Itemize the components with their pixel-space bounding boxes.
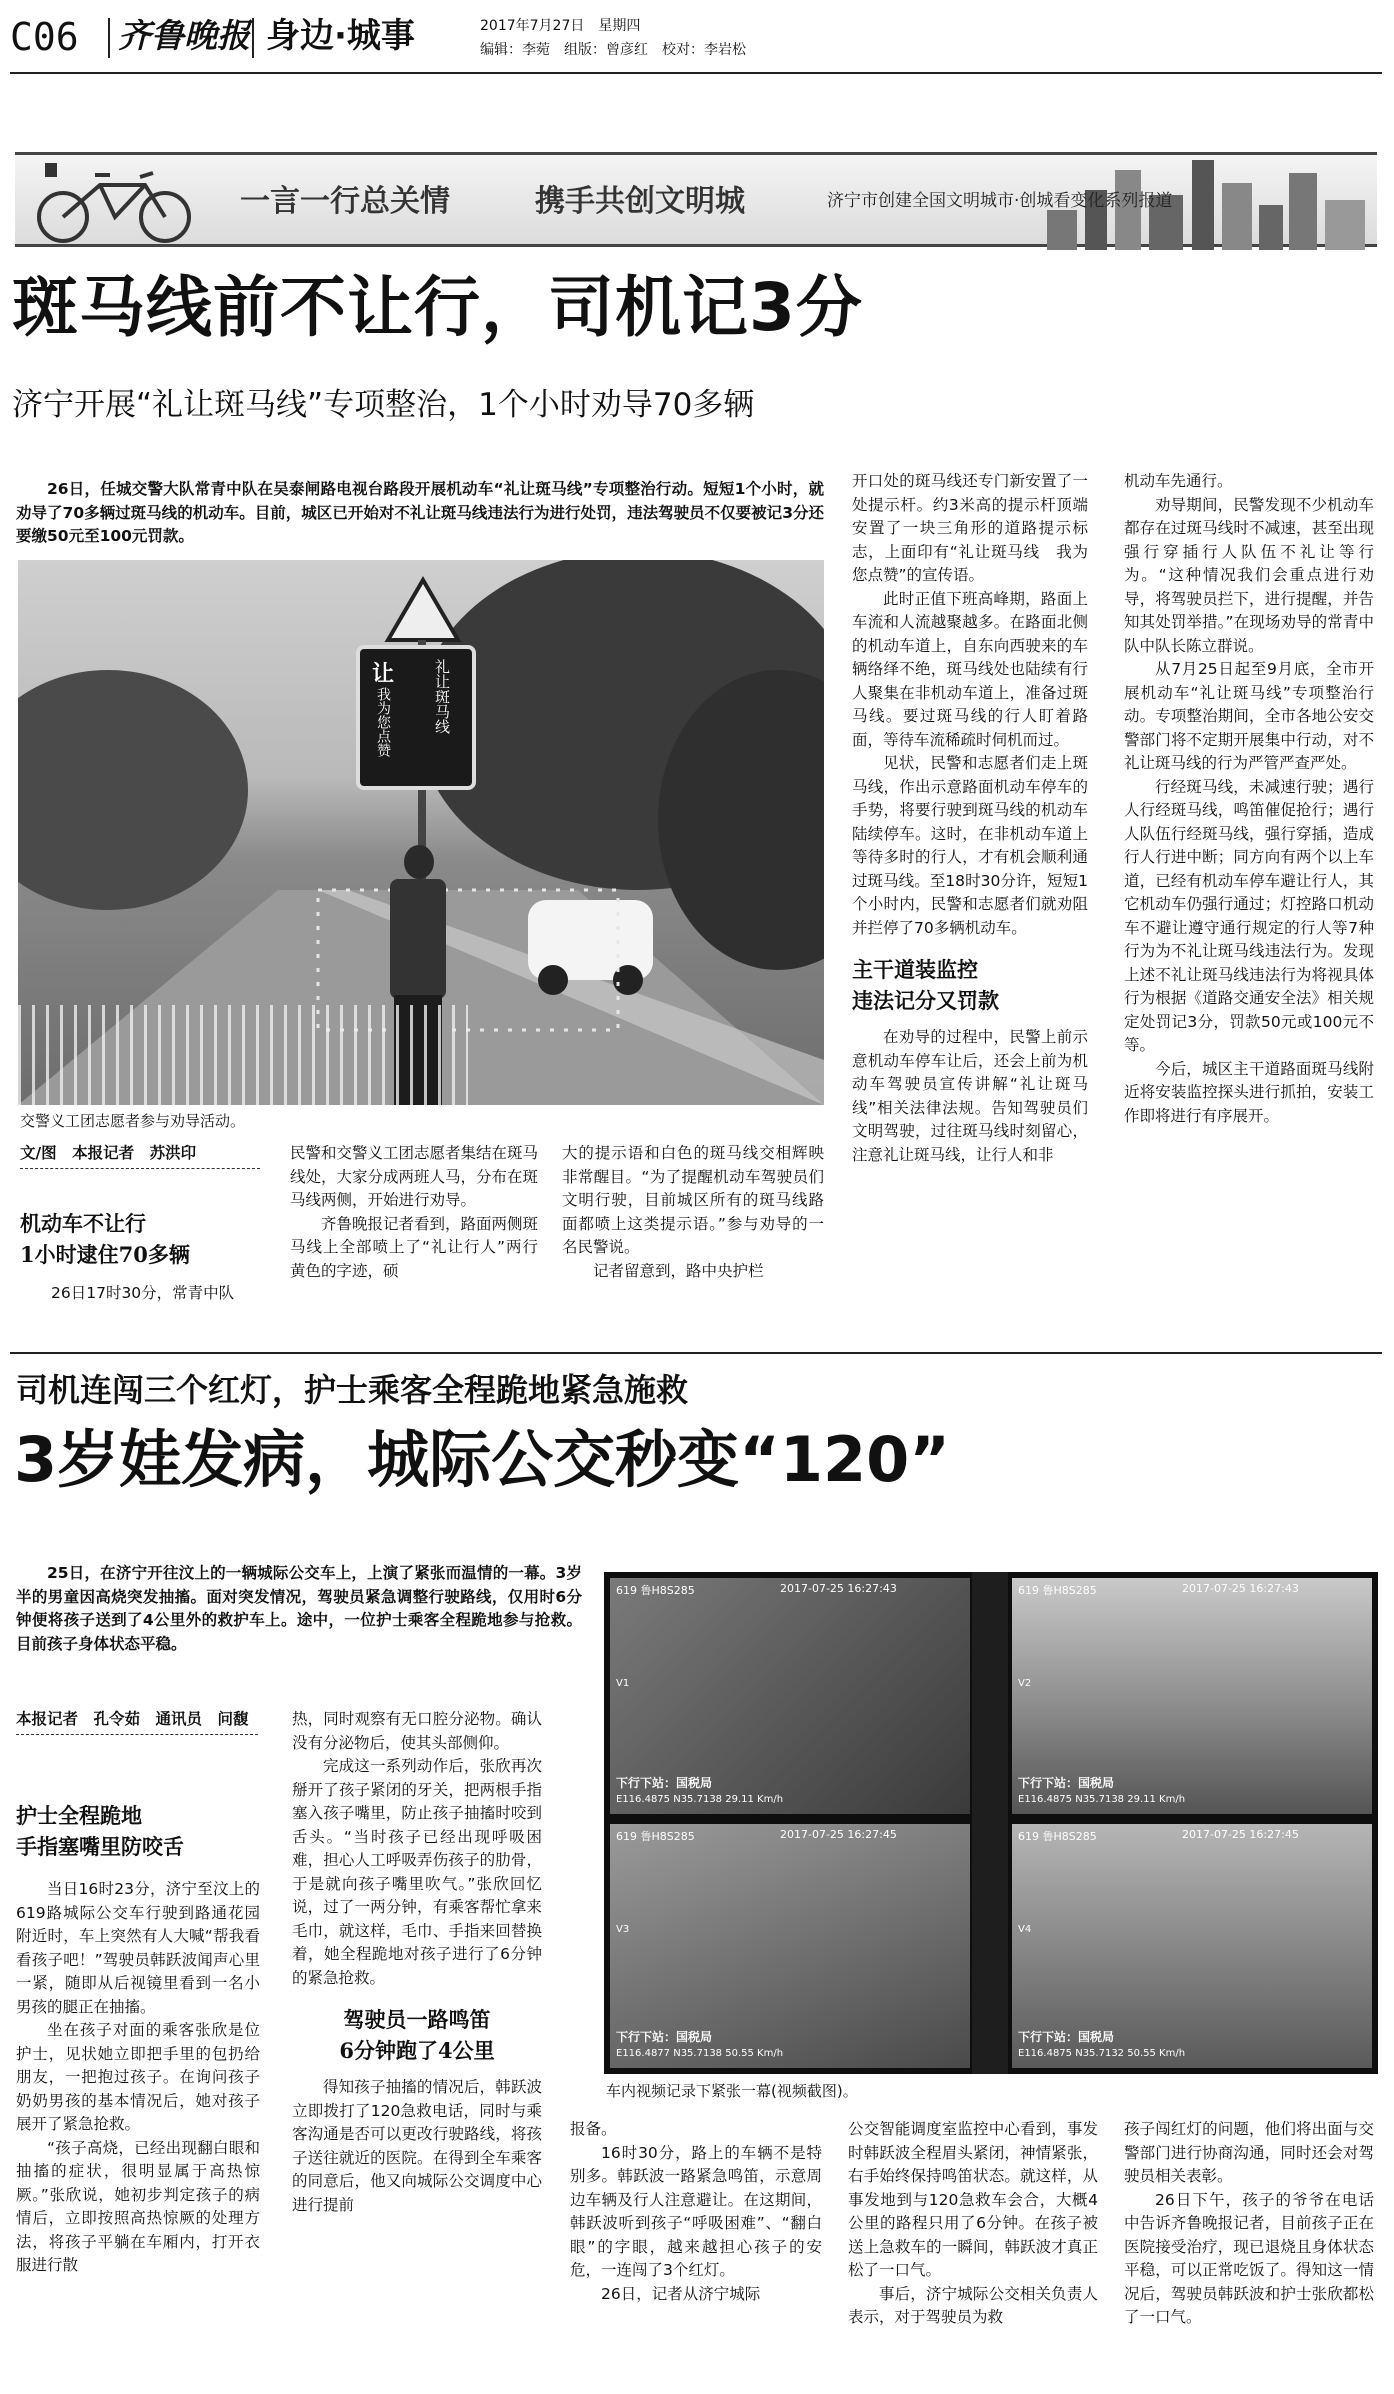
story1-column-3 bbox=[562, 1142, 824, 1283]
paragraph: 记者留意到，路中央护栏 bbox=[593, 1261, 764, 1280]
paragraph: 公交智能调度室监控中心看到，事发时韩跃波全程眉头紧闭，神情紧张，右手始终保持鸣笛状态。就这样，从事发地到与120急救车会合，大概4公里的路程只用了6分钟。在孩子被送上急救车的一瞬间，韩跃波才真正松了一口气。 bbox=[848, 2120, 1098, 2279]
player-control-bar bbox=[972, 1572, 1008, 2074]
paragraph: 孩子闯红灯的问题，他们将出面与交警部门进行协商沟通，同时还会对驾驶员相关表彰。 bbox=[1124, 2120, 1374, 2185]
frame-1 bbox=[610, 1578, 970, 1814]
frame-2 bbox=[1012, 1578, 1372, 1814]
story1-subtitle-1: 机动车不让行 1小时逮住70多辆 bbox=[20, 1211, 190, 1267]
frame-next-stop: 下行下站：国税局 bbox=[616, 2030, 713, 2044]
paragraph: 此时正值下班高峰期，路面上车流和人流越聚越多。在路面北侧的机动车道上，自东向西驶来的车辆络绎不绝，斑马线处也陆续有行人聚集在非机动车道上，准备过斑马线。要过斑马线的行人盯着路面，等待车流稀疏时伺机而过。 bbox=[852, 589, 1088, 749]
sign-text-a: 我为您点赞 bbox=[375, 687, 391, 757]
paragraph: 行经斑马线，未减速行驶；遇行人行经斑马线，鸣笛催促抢行；遇行人队伍行经斑马线，强行穿插，造成行人行进中断；同方向有两个以上车道，已经有机动车停车避让行人，其它机动车仍强行通过；灯控路口机动车不避让遵守通行规定的行人等7种行为为不礼让斑马线违法行为。发现上述不礼让斑马线违法行为将视具体行为根据《道路交通安全法》相关规定处罚记3分，罚款50元或100元不等。 bbox=[1124, 777, 1374, 1054]
story1-headline: 斑马线前不让行，司机记3分 bbox=[12, 269, 863, 346]
story2-column-5 bbox=[1124, 2118, 1374, 2330]
story2-subtitle-1: 护士全程跪地 手指塞嘴里防咬舌 bbox=[16, 1803, 184, 1859]
paragraph: 齐鲁晚报记者看到，路面两侧斑马线上全部喷上了“礼让行人”两行黄色的字迹，硕 bbox=[290, 1214, 539, 1280]
newspaper-logo: 齐鲁晚报 bbox=[118, 16, 250, 55]
photo-caption: 交警义工团志愿者参与劝导活动。 bbox=[20, 1112, 246, 1130]
paragraph: 得知孩子抽搐的情况后，韩跃波立即拨打了120急救电话，同时与乘客沟通是否可以更改行驶路线，将孩子送往就近的医院。在得到全车乘客的同意后，他又向城际公交调度中心进行提前 bbox=[292, 2078, 542, 2214]
frame-label: 619 鲁H8S285 bbox=[616, 1584, 695, 1597]
paragraph: 劝导期间，民警发现不少机动车都存在过斑马线时不减速，甚至出现强行穿插行人队伍不礼让等行为。“这种情况我们会重点进行劝导，将驾驶员拦下，进行提醒，并告知其处罚举措。”在现场劝导的常青中队中队长陈立群说。 bbox=[1124, 495, 1374, 655]
story2-headline: 3岁娃发病，城际公交秒变“120” bbox=[14, 1423, 951, 1496]
story1-column-2 bbox=[290, 1142, 538, 1283]
frame-gps: E116.4875 N35.7138 29.11 Km/h bbox=[616, 1794, 784, 1805]
bicycle-icon bbox=[15, 155, 215, 250]
paragraph: 民警和交警义工团志愿者集结在斑马线处，大家分成两班人马，分布在斑马线两侧，开始进行劝导。 bbox=[290, 1144, 539, 1209]
story1-subtitle-2: 主干道装监控 违法记分又罚款 bbox=[852, 957, 999, 1013]
frame-gps: E116.4875 N35.7132 50.55 Km/h bbox=[1018, 2048, 1186, 2059]
frame-label: 619 鲁H8S285 bbox=[1018, 1584, 1097, 1597]
frame-next-stop: 下行下站：国税局 bbox=[616, 1776, 713, 1790]
creation-banner bbox=[15, 152, 1377, 247]
paragraph: 今后，城区主干道路面斑马线附近将安装监控探头进行抓拍，安装工作即将进行有序展开。 bbox=[1124, 1059, 1374, 1125]
section-title: 身边·城事 bbox=[266, 16, 415, 56]
editors-line: 编辑：李菀 组版：曾彦红 校对：李岩松 bbox=[480, 42, 746, 58]
paragraph: 大的提示语和白色的斑马线交相辉映非常醒目。“为了提醒机动车驾驶员们文明行驶，目前城区所有的斑马线路面都喷上这类提示语。”参与劝导的一名民警说。 bbox=[562, 1144, 824, 1256]
paragraph: 16时30分，路上的车辆不是特别多。韩跃波一路紧急鸣笛，示意周边车辆及行人注意避让。在这期间，韩跃波听到孩子“呼吸困难”、“翻白眼”的字眼，越来越担心孩子的安危，一连闯了3个红灯。 bbox=[570, 2143, 822, 2279]
paragraph: 当日16时23分，济宁至汶上的619路城际公交车行驶到路通花园附近时，车上突然有人大喊“帮我看看孩子吧！”驾驶员韩跃波闻声心里一紧，随即从后视镜里看到一名小男孩的腿正在抽搐。 bbox=[16, 1880, 260, 2016]
frame-label: 619 鲁H8S285 bbox=[616, 1830, 695, 1843]
paragraph: 在劝导的过程中，民警上前示意机动车停车让后，还会上前为机动车驾驶员宣传讲解“礼让斑马线”相关法律法规。告知驾驶员们文明驾驶，过往斑马线时刻留心，注意礼让斑马线，让行人和非 bbox=[852, 1028, 1088, 1164]
story-divider bbox=[10, 1352, 1382, 1354]
banner-slogan-right: 携手共创文明城 bbox=[535, 184, 745, 219]
frame-gps: E116.4877 N35.7138 50.55 Km/h bbox=[616, 2048, 784, 2059]
frame-cam: V4 bbox=[1018, 1924, 1032, 1935]
frame-time: 2017-07-25 16:27:45 bbox=[1182, 1828, 1299, 1841]
banner-slogan-left: 一言一行总关情 bbox=[240, 184, 450, 219]
header-rule bbox=[10, 72, 1382, 74]
page-number: C06 bbox=[10, 15, 79, 59]
video-caption: 车内视频记录下紧张一幕(视频截图)。 bbox=[606, 2082, 858, 2100]
paragraph: 报备。 bbox=[570, 2120, 617, 2138]
paragraph: 26日下午，孩子的爷爷在电话中告诉齐鲁晚报记者，目前孩子正在医院接受治疗，现已退烧且身体状态平稳，可以正常吃饭了。得知这一情况后，驾驶员韩跃波和护士张欣都松了一口气。 bbox=[1124, 2190, 1374, 2326]
frame-time: 2017-07-25 16:27:43 bbox=[780, 1582, 897, 1595]
story2-subtitle-2: 驾驶员一路鸣笛 6分钟跑了4公里 bbox=[339, 2007, 495, 2063]
paragraph: 坐在孩子对面的乘客张欣是位护士，见状她立即把手里的包扔给朋友，一把抱过孩子。在询问孩子奶奶男孩的基本情况后，她对孩子展开了紧急抢救。 bbox=[16, 2021, 260, 2133]
story2-column-2 bbox=[292, 1708, 542, 2217]
frame-next-stop: 下行下站：国税局 bbox=[1018, 2030, 1115, 2044]
paragraph: 26日17时30分，常青中队 bbox=[51, 1284, 235, 1302]
paragraph: 事后，济宁城际公交相关负责人表示，对于驾驶员为救 bbox=[848, 2284, 1098, 2326]
story1-column-1 bbox=[20, 1282, 262, 1306]
frame-gps: E116.4875 N35.7138 29.11 Km/h bbox=[1018, 1794, 1186, 1805]
banner-series-title: 济宁市创建全国文明城市·创城看变化系列报道 bbox=[827, 191, 1173, 211]
zebra-sign bbox=[356, 645, 476, 790]
frame-cam: V2 bbox=[1018, 1678, 1032, 1689]
frame-next-stop: 下行下站：国税局 bbox=[1018, 1776, 1115, 1790]
paragraph: 热，同时观察有无口腔分泌物。确认没有分泌物后，使其头部侧仰。 bbox=[292, 1710, 542, 1752]
story1-lead: 26日，任城交警大队常青中队在吴泰闸路电视台路段开展机动车“礼让斑马线”专项整治行动。短短1个小时，就劝导了70多辆过斑马线的机动车。目前，城区已开始对不礼让斑马线违法行为进行处罚，违法驾驶员不仅要被记3分还要缴50元至100元罚款。 bbox=[16, 480, 824, 545]
date-line: 2017年7月27日 星期四 bbox=[480, 18, 641, 34]
story1-byline: 文/图 本报记者 苏洪印 bbox=[20, 1142, 260, 1169]
story2-lead: 25日，在济宁开往汶上的一辆城际公交车上，上演了紧张而温情的一幕。3岁半的男童因高烧突发抽搐。面对突发情况，驾驶员紧急调整行驶路线，仅用时6分钟便将孩子送到了4公里外的救护车上。途中，一位护士乘客全程跪地参与抢救。目前孩子身体状态平稳。 bbox=[16, 1564, 582, 1653]
paragraph: 见状，民警和志愿者们走上斑马线，作出示意路面机动车停车的手势，将要行驶到斑马线的机动车陆续停车。这时，在非机动车道上等待多时的行人，才有机会顺利通过斑马线。至18时30分许，短短1个小时内，民警和志愿者们就劝阻并拦停了70多辆机动车。 bbox=[852, 754, 1088, 937]
frame-cam: V3 bbox=[616, 1924, 630, 1935]
header-divider bbox=[252, 18, 254, 58]
paragraph: 机动车先通行。 bbox=[1124, 472, 1233, 490]
paragraph: 从7月25日起至9月底，全市开展机动车“礼让斑马线”专项整治行动。专项整治期间，全市各地公安交警部门将不定期开展集中行动，对不礼让斑马线的行为严管严查严处。 bbox=[1124, 660, 1374, 772]
paragraph: 开口处的斑马线还专门新安置了一处提示杆。约3米高的提示杆顶端安置了一块三角形的道路提示标志，上面印有“礼让斑马线 我为您点赞”的宣传语。 bbox=[852, 472, 1088, 584]
sign-top-glyph: 让 bbox=[372, 662, 395, 687]
paragraph: 26日，记者从济宁城际 bbox=[601, 2284, 761, 2303]
frame-time: 2017-07-25 16:27:45 bbox=[780, 1828, 897, 1841]
story1-column-5 bbox=[1124, 470, 1374, 1128]
story2-byline: 本报记者 孔令茹 通讯员 问馥 bbox=[16, 1708, 258, 1735]
header-divider bbox=[108, 18, 110, 58]
paragraph: 完成这一系列动作后，张欣再次掰开了孩子紧闭的牙关，把两根手指塞入孩子嘴里，防止孩子抽搐时咬到舌头。“当时孩子已经出现呼吸困难，担心人工呼吸弄伤孩子的肋骨，于是就向孩子嘴里吹气。”张欣回忆说，过了一两分钟，有乘客帮忙拿来毛巾，就这样，毛巾、手指来回替换着，她全程跪地对孩子进行了6分钟的紧急抢救。 bbox=[292, 1757, 542, 1987]
frame-3 bbox=[610, 1824, 970, 2068]
story1-column-4 bbox=[852, 470, 1088, 1167]
frame-cam: V1 bbox=[616, 1678, 630, 1689]
guard-rail bbox=[18, 1005, 468, 1105]
sign-text-b: 礼让斑马线 bbox=[433, 659, 451, 734]
frame-time: 2017-07-25 16:27:43 bbox=[1182, 1582, 1299, 1595]
story1-subhead: 济宁开展“礼让斑马线”专项整治，1个小时劝导70多辆 bbox=[12, 387, 755, 423]
story2-column-4 bbox=[848, 2118, 1098, 2330]
story2-kicker: 司机连闯三个红灯，护士乘客全程跪地紧急施救 bbox=[16, 1371, 689, 1409]
frame-label: 619 鲁H8S285 bbox=[1018, 1830, 1097, 1843]
story2-column-1 bbox=[16, 1878, 260, 2278]
zebra-crossing-photo bbox=[18, 560, 824, 1105]
bus-video-screenshot bbox=[604, 1572, 1378, 2074]
frame-4 bbox=[1012, 1824, 1372, 2068]
story2-column-3 bbox=[570, 2118, 822, 2306]
paragraph: “孩子高烧，已经出现翻白眼和抽搐的症状，很明显属于高热惊厥。”张欣说，她初步判定孩子的病情后，立即按照高热惊厥的处理方法，将孩子平躺在车厢内，打开衣服进行散 bbox=[16, 2138, 260, 2274]
